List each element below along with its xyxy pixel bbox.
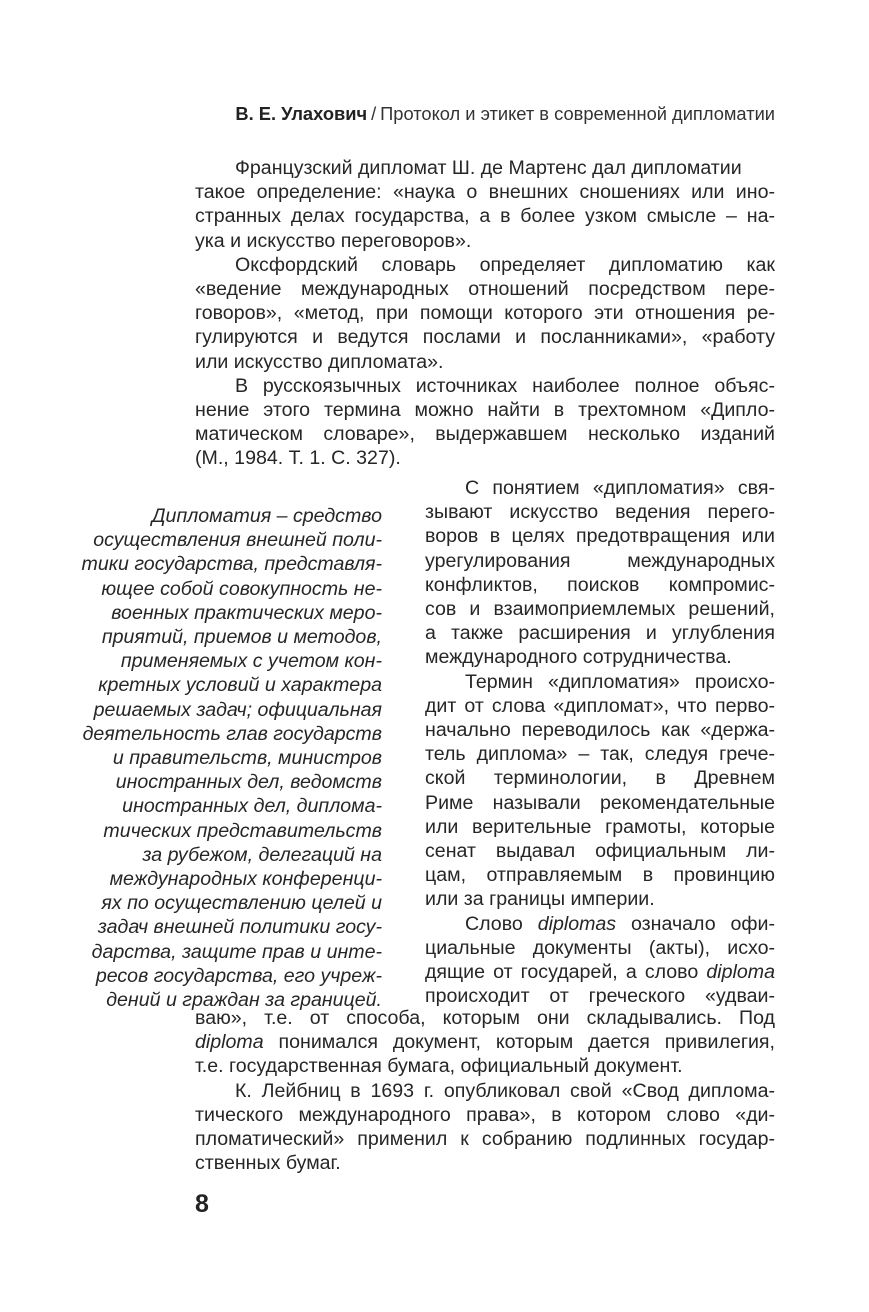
- text-line: С понятием «дипломатия» свя-: [465, 477, 775, 499]
- sidebar-line: осуществления внешней поли-: [93, 529, 382, 552]
- text-line: гулируются и ведутся послами и посланниками», «работу: [195, 326, 775, 349]
- text-line: тического международного права», в котором слово «ди-: [195, 1103, 775, 1126]
- text-line: [425, 912, 775, 936]
- text-line: [195, 1030, 775, 1054]
- text-line: или верительные грамоты, которые: [425, 815, 775, 838]
- sidebar-line: Дипломатия – средство: [151, 505, 382, 527]
- sidebar-line: дений и граждан за границей.: [106, 989, 382, 1012]
- text-run: означало офи-: [631, 912, 775, 935]
- text-line: Оксфордский словарь определяет дипломатию как: [235, 253, 775, 276]
- text-line: [425, 960, 775, 984]
- sidebar-line: иностранных дел, диплома-: [122, 795, 382, 818]
- text-line: международного сотрудничества.: [425, 646, 732, 669]
- text-line: матическом словаре», выдержавшем несколько изданий: [195, 423, 775, 446]
- text-line: «ведение международных отношений посредством пере-: [195, 278, 775, 301]
- text-line: происходит от греческого «удваи-: [425, 985, 775, 1008]
- paragraph-5: [425, 670, 775, 912]
- text-line: В русскоязычных источниках наиболее полное объяс-: [235, 374, 775, 397]
- sidebar-line: приятий, приемов и методов,: [101, 626, 382, 649]
- text-line: говоров», «метод, при помощи которого эти отношения ре-: [195, 302, 775, 325]
- paragraph-6: [425, 912, 775, 1009]
- text-line: тель диплома» – так, следуя грече-: [425, 743, 775, 766]
- text-line: Французский дипломат Ш. де Мартенс дал дипломатии: [235, 157, 742, 179]
- sidebar-line: ющее собой совокупность не-: [101, 577, 382, 600]
- text-line: Термин «дипломатия» происхо-: [465, 670, 775, 693]
- sidebar-line: тических представительств: [103, 819, 382, 842]
- text-line: а также расширения и углубления: [425, 622, 775, 645]
- definition-sidebar: [62, 504, 382, 1012]
- text-line: сенат выдавал официальным ли-: [425, 840, 775, 863]
- text-line: ской терминологии, в Древнем: [425, 767, 775, 790]
- text-line: начально переводилось как «держа-: [425, 719, 775, 742]
- paragraph-1: [195, 156, 775, 253]
- text-line: странных делах государства, а в более узком смысле – на-: [195, 205, 775, 228]
- sidebar-line: международных конференци-: [109, 868, 382, 891]
- term-diploma: diploma: [706, 961, 775, 984]
- sidebar-line: кретных условий и характера: [98, 674, 382, 697]
- sidebar-line: за рубежом, делегаций на: [142, 843, 382, 866]
- sidebar-line: ях по осуществлению целей и: [101, 892, 382, 915]
- page-number: 8: [195, 1190, 209, 1218]
- text-line: Риме называли рекомендательные: [425, 791, 775, 814]
- text-run: дящие от государей, а слово: [425, 961, 699, 984]
- sidebar-line: деятельность глав государств: [82, 722, 382, 745]
- main-text-top: [195, 156, 775, 471]
- text-line: (М., 1984. Т. 1. С. 327).: [195, 447, 401, 470]
- sidebar-line: иностранных дел, ведомств: [115, 771, 382, 794]
- sidebar-line: дарства, защите прав и инте-: [91, 940, 382, 963]
- text-line: дит от слова «дипломат», что перво-: [425, 694, 775, 717]
- main-text-column: [425, 476, 775, 1008]
- running-header: [195, 100, 775, 128]
- text-line: К. Лейбниц в 1693 г. опубликовал свой «Свод дипломa-: [235, 1079, 775, 1102]
- sidebar-line: военных практических меро-: [111, 601, 382, 624]
- paragraph-4: [425, 476, 775, 670]
- text-line: такое определение: «наука о внешних сношениях или ино-: [195, 181, 775, 204]
- text-line: зывают искусство ведения перего-: [425, 501, 775, 524]
- header-author: В. Е. Улахович: [235, 103, 368, 124]
- sidebar-line: решаемых задач; официальная: [93, 698, 382, 721]
- paragraph-6-continued: [195, 1006, 775, 1079]
- header-book-title: Протокол и этикет в современной дипломатии: [380, 103, 775, 124]
- header-separator: /: [371, 103, 377, 124]
- text-line: т.е. государственная бумага, официальный документ.: [195, 1055, 683, 1078]
- text-line: сов и взаимоприемлемых решений,: [425, 598, 775, 621]
- paragraph-3: [195, 374, 775, 471]
- text-line: цам, отправляемым в провинцию: [425, 864, 775, 887]
- sidebar-line: тики государства, представля-: [81, 553, 382, 576]
- paragraph-7: [195, 1079, 775, 1176]
- sidebar-line: и правительств, министров: [112, 747, 382, 770]
- text-run: Слово: [465, 912, 523, 935]
- paragraph-2: [195, 253, 775, 374]
- sidebar-line: применяемых с учетом кон-: [120, 650, 382, 673]
- text-line: пломатический» применил к собранию подлинных государ-: [195, 1128, 775, 1151]
- text-line: нение этого термина можно найти в трехтомном «Дипло-: [195, 399, 775, 422]
- term-diploma: diploma: [195, 1031, 264, 1054]
- sidebar-line: ресов государства, его учреж-: [95, 964, 382, 987]
- text-line: воров в целях предотвращения или: [425, 525, 775, 548]
- main-text-bottom: [195, 1006, 775, 1175]
- text-line: ука и искусство переговоров».: [195, 229, 472, 252]
- text-line: ственных бумаг.: [195, 1152, 341, 1175]
- text-line: ваю», т.е. от способа, которым они складывались. Под: [195, 1007, 775, 1029]
- text-line: или за границы империи.: [425, 888, 655, 911]
- sidebar-line: задач внешней политики госу-: [97, 916, 382, 939]
- term-diplomas: diplomas: [537, 912, 617, 935]
- text-line: урегулирования международных: [425, 549, 775, 572]
- text-line: или искусство дипломата».: [195, 350, 444, 373]
- text-line: циальные документы (акты), исхо-: [425, 936, 775, 959]
- text-run: понимался документ, которым дается привилегия,: [278, 1031, 775, 1054]
- text-line: конфликтов, поисков компромис-: [425, 573, 775, 596]
